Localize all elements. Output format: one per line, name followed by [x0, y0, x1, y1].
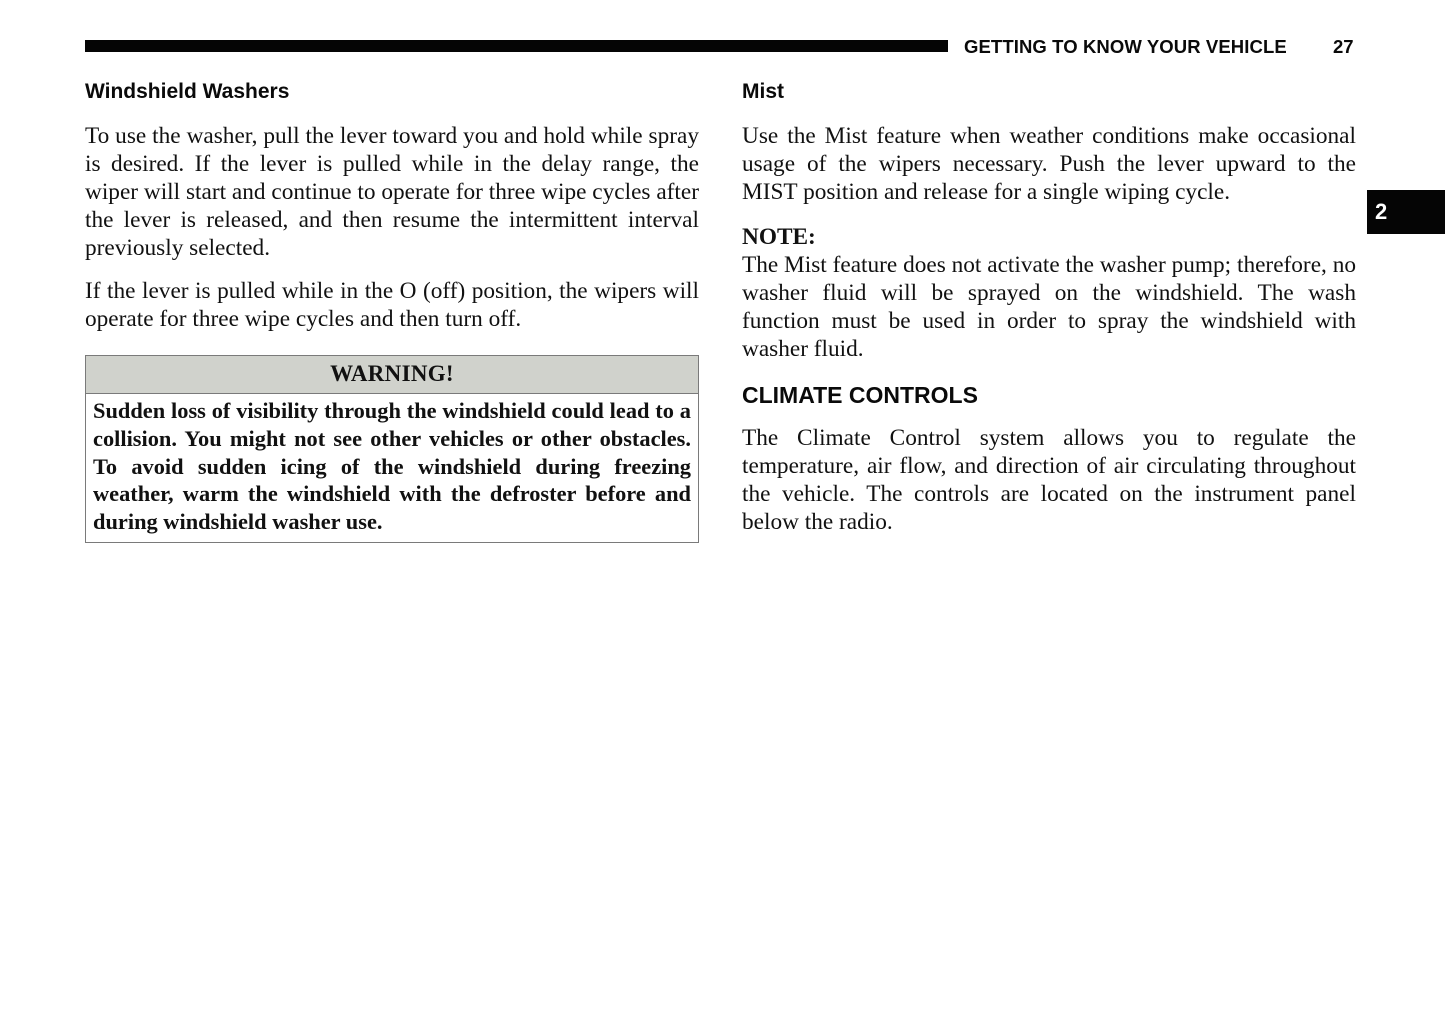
- note-label: NOTE:: [742, 224, 816, 250]
- right-column: [742, 78, 1356, 551]
- climate-controls-heading: CLIMATE CONTROLS: [742, 382, 978, 408]
- mist-heading: Mist: [742, 80, 784, 103]
- note-text: The Mist feature does not activate the washer pump; therefore, no washer fluid will be sprayed on the windshield. The wash function must be used in order to spray the windshield with washer fluid.: [742, 252, 1356, 362]
- chapter-tab: [1367, 190, 1445, 234]
- washer-paragraph-2: If the lever is pulled while in the O (off) position, the wipers will operate for three wipe cycles and then turn off.: [85, 278, 699, 332]
- header-rule: [85, 40, 948, 52]
- warning-title: WARNING!: [86, 356, 698, 394]
- warning-text: Sudden loss of visibility through the windshield could lead to a collision. You might not see other vehicles or other obstacles. To avoid sudden icing of the windshield during freezing weather, warm the windshield with the defroster before and during windshield washer use.: [93, 398, 691, 535]
- running-header-title: GETTING TO KNOW YOUR VEHICLE: [964, 36, 1287, 57]
- page-number: 27: [1333, 36, 1354, 57]
- warning-box: [85, 355, 699, 543]
- windshield-washers-heading: Windshield Washers: [85, 80, 290, 103]
- washer-paragraph-1: To use the washer, pull the lever toward you and hold while spray is desired. If the lever is pulled while in the delay range, the wiper will start and continue to operate for three wipe cycles after the lever is released, and then resume the intermittent interval previously selected.: [85, 123, 699, 261]
- left-column: [85, 78, 699, 543]
- mist-paragraph: Use the Mist feature when weather conditions make occasional usage of the wipers necessary. Push the lever upward to the MIST position and release for a single wiping cycle.: [742, 123, 1356, 205]
- chapter-tab-number: 2: [1375, 199, 1388, 224]
- climate-paragraph: The Climate Control system allows you to regulate the temperature, air flow, and direction of air circulating throughout the vehicle. The controls are located on the instrument panel below the radio.: [742, 425, 1356, 535]
